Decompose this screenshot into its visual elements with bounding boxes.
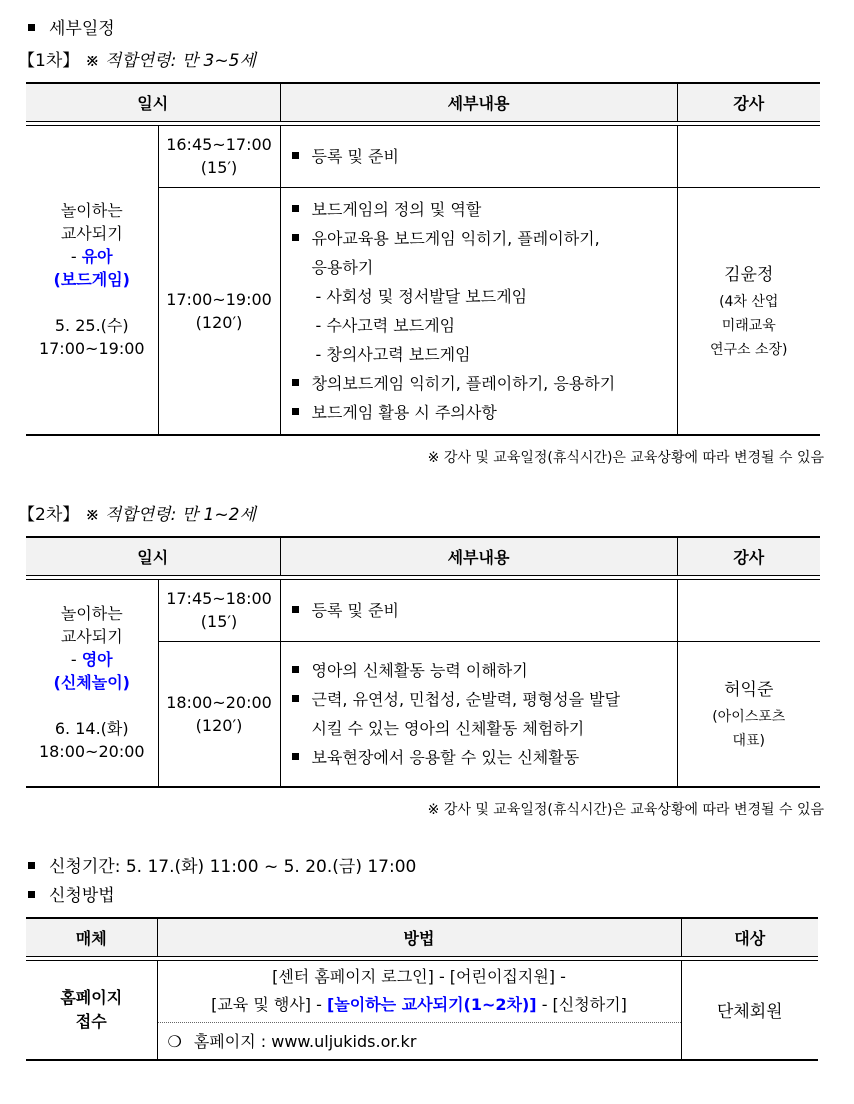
round1-footnote: ※ 강사 및 교육일정(휴식시간)은 교육상황에 따라 변경될 수 있음 xyxy=(427,450,824,466)
round2-footnote: ※ 강사 및 교육일정(휴식시간)은 교육상황에 따라 변경될 수 있음 xyxy=(427,802,824,818)
application-period: 신청기간: 5. 17.(화) 11:00 ~ 5. 20.(금) 17:00 xyxy=(28,852,416,877)
list-item: 영아의 신체활동 능력 이해하기 xyxy=(281,656,677,685)
header-target: 대상 xyxy=(681,918,818,956)
program-theme: (보드게임) xyxy=(53,270,130,290)
round1-schedule-table xyxy=(26,82,820,436)
round1-heading xyxy=(18,46,256,71)
program-line2: 교사되기 xyxy=(60,627,123,647)
sub-item: - 창의사고력 보드게임 xyxy=(315,344,471,364)
program-cell xyxy=(26,579,158,787)
time-cell: 17:00~19:00 (120′) xyxy=(158,187,280,435)
instructor-cell: 김윤정 (4차 산업 미래교육 연구소 소장) xyxy=(677,187,820,435)
section-heading xyxy=(28,14,115,39)
instructor-name: 김윤정 xyxy=(724,264,774,285)
list-item: 보육현장에서 응용할 수 있는 신체활동 xyxy=(281,743,677,772)
instructor-cell: 허익준 (아이스포츠 대표) xyxy=(677,641,820,787)
list-item: 등록 및 준비 xyxy=(281,596,677,625)
program-time: 17:00~19:00 xyxy=(38,339,145,359)
list-item-continued: 시킬 수 있는 영아의 신체활동 체험하기 xyxy=(311,718,585,738)
table-row xyxy=(26,579,820,641)
list-item: 창의보드게임 익히기, 플레이하기, 응용하기 xyxy=(281,369,677,398)
program-line2: 교사되기 xyxy=(60,224,123,244)
square-bullet-icon xyxy=(28,862,35,869)
list-item: 근력, 유연성, 민첩성, 순발력, 평형성을 발달 xyxy=(281,685,677,714)
content-cell xyxy=(280,579,677,641)
program-line1: 놀이하는 xyxy=(60,201,123,221)
program-date: 6. 14.(화) xyxy=(54,719,129,739)
program-date: 5. 25.(수) xyxy=(54,316,129,336)
table-header-row xyxy=(26,83,820,121)
circle-bullet-icon: ❍ xyxy=(167,1032,182,1052)
sub-item: - 사회성 및 정서발달 보드게임 xyxy=(315,286,528,306)
instructor-name: 허익준 xyxy=(724,679,774,700)
header-instructor: 강사 xyxy=(677,537,820,575)
list-item-continued: 응용하기 xyxy=(311,257,374,277)
time-cell: 16:45~17:00 (15′) xyxy=(158,125,280,187)
header-instructor: 강사 xyxy=(677,83,820,121)
method-path-line1: [센터 홈페이지 로그인] - [어린이집지원] - xyxy=(272,967,566,986)
program-line1: 놀이하는 xyxy=(60,604,123,624)
program-target: - 영아 xyxy=(70,650,113,670)
table-header-row xyxy=(26,537,820,575)
sub-item: - 수사고력 보드게임 xyxy=(315,315,456,335)
program-target: - 유아 xyxy=(70,247,113,267)
square-bullet-icon xyxy=(28,891,35,898)
instructor-empty-cell xyxy=(677,579,820,641)
table-header-row xyxy=(26,918,818,956)
header-method: 방법 xyxy=(157,918,681,956)
list-item: 등록 및 준비 xyxy=(281,142,677,171)
header-media: 매체 xyxy=(26,918,157,956)
target-cell: 단체회원 xyxy=(681,960,818,1060)
application-method-heading: 신청방법 xyxy=(28,881,115,906)
list-item: 보드게임의 정의 및 역할 xyxy=(281,195,677,224)
header-content: 세부내용 xyxy=(280,537,677,575)
table-row xyxy=(26,125,820,187)
content-cell xyxy=(280,125,677,187)
method-path-cell xyxy=(157,960,681,1022)
program-theme: (신체놀이) xyxy=(53,673,130,693)
homepage-cell xyxy=(157,1022,681,1060)
header-date: 일시 xyxy=(26,537,280,575)
list-item: 유아교육용 보드게임 익히기, 플레이하기, xyxy=(281,224,677,253)
time-cell: 18:00~20:00 (120′) xyxy=(158,641,280,787)
instructor-empty-cell xyxy=(677,125,820,187)
round2-heading xyxy=(18,500,256,525)
homepage-url: 홈페이지 : www.uljukids.or.kr xyxy=(193,1032,417,1052)
round2-label: 【2차】 xyxy=(18,505,80,525)
round1-age-note: ※ 적합연령: 만 3~5세 xyxy=(85,51,256,71)
content-cell xyxy=(280,641,677,787)
round2-schedule-table xyxy=(26,536,820,788)
application-method-table xyxy=(26,917,818,1061)
content-cell xyxy=(280,187,677,435)
round2-age-note: ※ 적합연령: 만 1~2세 xyxy=(85,505,256,525)
media-cell: 홈페이지 접수 xyxy=(26,960,157,1060)
method-path-line2: [교육 및 행사] - [놀이하는 교사되기(1~2차)] - [신청하기] xyxy=(211,995,627,1014)
program-time: 18:00~20:00 xyxy=(38,742,145,762)
section-title: 세부일정 xyxy=(49,19,115,39)
header-content: 세부내용 xyxy=(280,83,677,121)
table-row xyxy=(26,960,818,1022)
list-item: 보드게임 활용 시 주의사항 xyxy=(281,398,677,427)
square-bullet-icon xyxy=(28,24,35,31)
round1-label: 【1차】 xyxy=(18,51,80,71)
header-date: 일시 xyxy=(26,83,280,121)
program-cell xyxy=(26,125,158,435)
time-cell: 17:45~18:00 (15′) xyxy=(158,579,280,641)
